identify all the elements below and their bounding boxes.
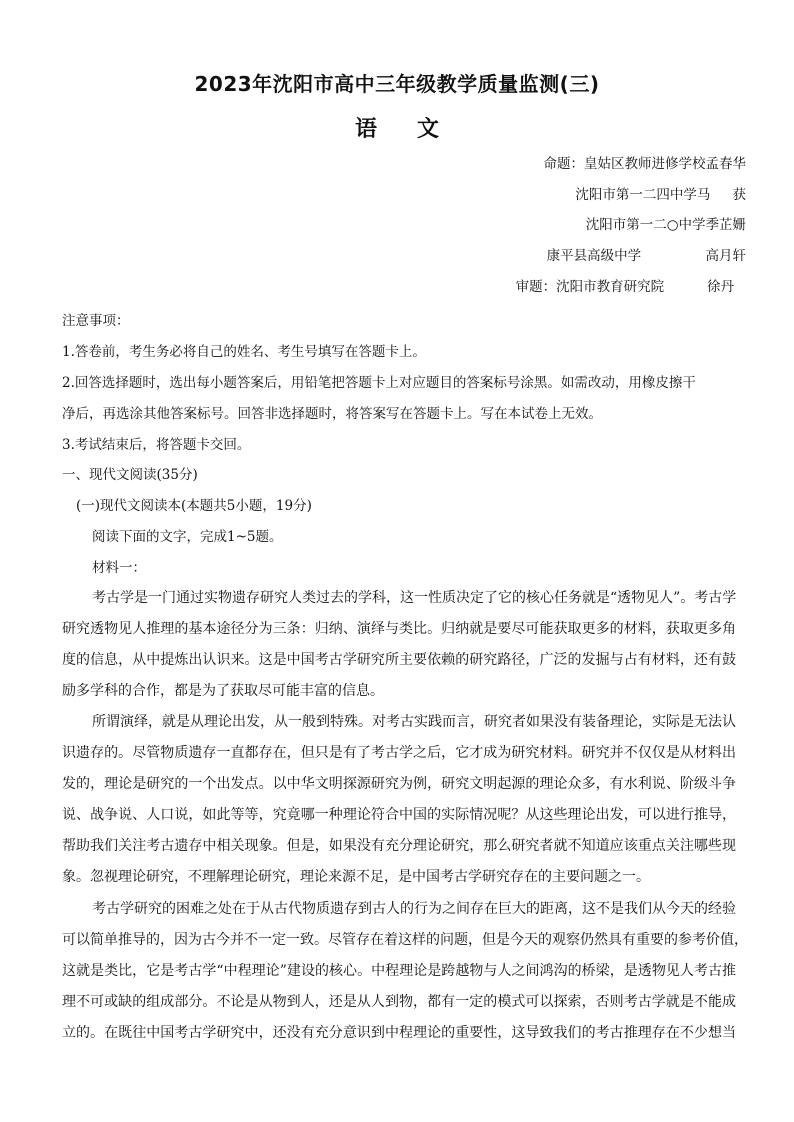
para2-line: 说、战争说、人口说，如此等等，究竟哪一种理论符合中国的实际情况呢？从这些理论出发，可以进行推导， [62,807,736,823]
para3-line: 这就是类比，它是考古学“中程理论”建设的核心。中程理论是跨越物与人之间鸿沟的桥梁，是透物见人考古推 [62,963,736,979]
credit-line-2: 沈阳市第一二四中学马 获 [575,187,746,203]
exam-title: 2023年沈阳市高中三年级教学质量监测(三) [194,72,600,96]
para3-line: 可以简单推导的，因为古今并不一定一致。尽管存在着这样的问题，但是今天的观察仍然具有重要的参考价值， [62,932,748,948]
subject-char-2: 文 [417,117,440,142]
para3-line: 理不可或缺的组成部分。不论是从物到人，还是从人到物，都有一定的模式可以探索，否则考古学就是不能成 [62,994,736,1010]
para2-line: 象。忽视理论研究，不理解理论研究，理论来源不足，是中国考古学研究存在的主要问题之一。 [62,869,650,885]
subject-heading [0,112,794,143]
para1-line: 研究透物见人推理的基本途径分为三条：归纳、演绎与类比。归纳就是要尽可能获取更多的材料，获取更多角 [62,621,736,637]
subject-char-1: 语 [354,117,377,142]
para2-line: 发的，理论是研究的一个出发点。以中华文明探源研究为例，研究文明起源的理论众多，有水利说、阶级斗争 [62,776,736,792]
credit-line-4: 康平县高级中学 高月轩 [546,248,746,264]
para3-line: 立的。在既往中国考古学研究中，还没有充分意识到中程理论的重要性，这导致我们的考古推理存在不少想当 [62,1025,736,1041]
credit-line-3: 沈阳市第一二○中学季芷姗 [585,217,746,233]
para1-line: 励多学科的合作，都是为了获取尽可能丰富的信息。 [62,683,384,699]
para2-line: 识遗存的。尽管物质遗存一直都存在，但只是有了考古学之后，它才成为研究材料。研究并不仅仅是从材料出 [62,745,736,761]
reading-instruction: 阅读下面的文字，完成1~5题。 [92,529,283,545]
credit-line-1: 命题：皇姑区教师进修学校孟春华 [543,156,746,172]
notice-heading: 注意事项： [62,313,130,329]
notice-item-3: 3.考试结束后，将答题卡交回。 [62,437,251,453]
notice-item-1: 1.答卷前，考生务必将自己的姓名、考生号填写在答题卡上。 [62,344,426,360]
para1-line: 度的信息，从中提炼出认识来。这是中国考古学研究所主要依赖的研究路径，广泛的发掘与占有材料，还有鼓 [62,652,736,668]
subsection-heading: (一)现代文阅读本(本题共5小题，19分) [76,498,312,514]
notice-item-2a: 2.回答选择题时，选出每小题答案后，用铅笔把答题卡上对应题目的答案标号涂黑。如需改动，用橡皮擦干 [62,375,696,391]
section-heading: 一、现代文阅读(35分) [62,467,198,483]
para2-line: 帮助我们关注考古遗存中相关现象。但是，如果没有充分理论研究，那么研究者就不知道应该重点关注哪些现 [62,838,736,854]
para3-line: 考古学研究的困难之处在于从古代物质遗存到古人的行为之间存在巨大的距离，这不是我们从今天的经验 [92,901,736,917]
para2-line: 所谓演绎，就是从理论出发，从一般到特殊。对考古实践而言，研究者如果没有装备理论，实际是无法认 [92,714,736,730]
material-label: 材料一： [92,560,146,576]
notice-item-2b: 净后，再选涂其他答案标号。回答非选择题时，将答案写在答题卡上。写在本试卷上无效。 [62,406,602,422]
credit-line-5: 审题：沈阳市教育研究院 徐丹 [515,279,734,295]
para1-line: 考古学是一门通过实物遗存研究人类过去的学科，这一性质决定了它的核心任务就是“透物见人”。考古学 [92,590,737,606]
